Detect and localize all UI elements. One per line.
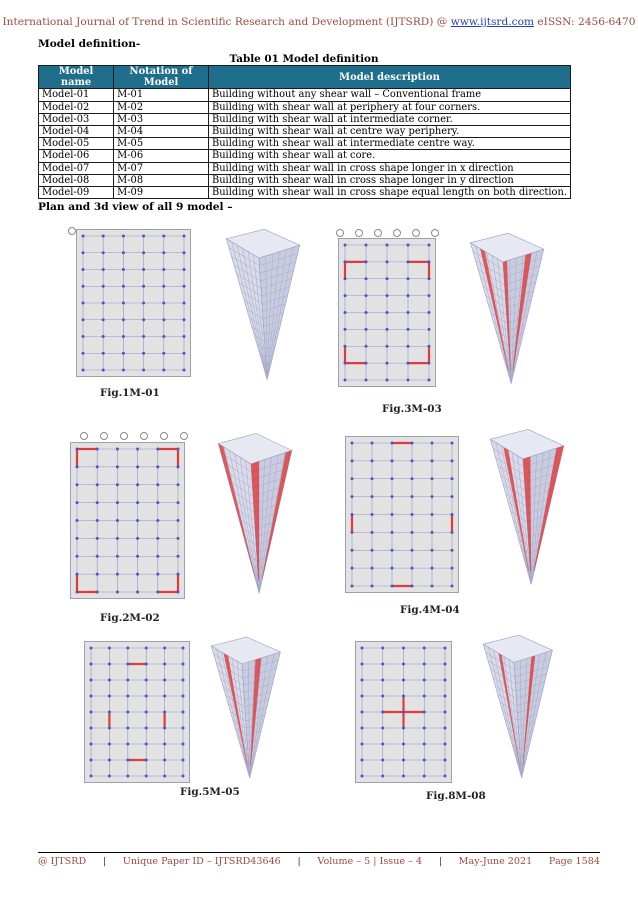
cell-name: Model-03 <box>39 113 114 125</box>
plan-view-m03 <box>338 238 436 387</box>
cell-description: Building with shear wall in cross shape equal length on both direction. <box>208 187 570 199</box>
figure-caption-m02: Fig.2M-02 <box>100 612 160 624</box>
plan-grid <box>71 443 184 598</box>
plan-view-m04 <box>345 436 459 593</box>
isometric-model <box>200 430 302 600</box>
figure-caption-m01: Fig.1M-01 <box>100 387 160 399</box>
figure-caption-m08: Fig.8M-08 <box>426 790 486 802</box>
footer-separator: | <box>102 856 107 867</box>
isometric-view-m03 <box>452 230 554 390</box>
table-row <box>39 101 571 113</box>
model-definition-table <box>38 65 571 199</box>
plan-grid <box>346 437 458 592</box>
cell-name: Model-05 <box>39 138 114 150</box>
cell-description: Building without any shear wall – Conventional frame <box>208 89 570 101</box>
cell-description: Building with shear wall at intermediate centre way. <box>208 138 570 150</box>
plan-grid <box>356 642 451 782</box>
plan-views-heading: Plan and 3d view of all 9 model – <box>38 201 233 213</box>
footer-page: Page 1584 <box>548 856 600 867</box>
plan-grid <box>339 239 435 386</box>
isometric-model <box>194 634 290 784</box>
table-row <box>39 89 571 101</box>
isometric-model <box>208 226 310 386</box>
cell-name: Model-09 <box>39 187 114 199</box>
cell-description: Building with shear wall at periphery at four corners. <box>208 101 570 113</box>
table-caption: Table 01 Model definition <box>229 53 379 65</box>
table-header-row <box>39 66 571 89</box>
journal-header <box>0 16 638 28</box>
col-header-model-name: Model name <box>39 66 114 89</box>
table-row <box>39 113 571 125</box>
table-row <box>39 162 571 174</box>
isometric-view-m08 <box>466 632 562 784</box>
table-row <box>39 174 571 186</box>
cell-name: Model-02 <box>39 101 114 113</box>
cell-name: Model-06 <box>39 150 114 162</box>
isometric-model <box>452 230 554 390</box>
plan-view-m05 <box>84 641 190 783</box>
footer-volume: Volume – 5 | Issue – 4 <box>317 856 423 867</box>
grid-bubble-icon <box>140 432 148 440</box>
col-header-description: Model description <box>208 66 570 89</box>
grid-bubble-icon <box>68 227 76 235</box>
cell-name: Model-08 <box>39 174 114 186</box>
cell-name: Model-01 <box>39 89 114 101</box>
cell-description: Building with shear wall in cross shape longer in x direction <box>208 162 570 174</box>
footer-brand: @ IJTSRD <box>38 856 87 867</box>
journal-issn: eISSN: 2456-6470 <box>534 16 636 28</box>
grid-bubble-icon <box>374 229 382 237</box>
grid-bubble-icon <box>120 432 128 440</box>
isometric-model <box>466 632 562 784</box>
journal-title: International Journal of Trend in Scientific Research and Development (IJTSRD) @ <box>2 16 451 28</box>
cell-notation: M-08 <box>114 174 209 186</box>
cell-description: Building with shear wall at intermediate corner. <box>208 113 570 125</box>
journal-link[interactable]: www.ijtsrd.com <box>450 16 534 28</box>
cell-description: Building with shear wall at core. <box>208 150 570 162</box>
grid-bubble-icon <box>336 229 344 237</box>
table-row <box>39 187 571 199</box>
grid-bubble-icon <box>160 432 168 440</box>
footer-date: May-June 2021 <box>458 856 533 867</box>
grid-bubble-icon <box>180 432 188 440</box>
grid-bubble-icon <box>80 432 88 440</box>
table-row <box>39 150 571 162</box>
cell-notation: M-03 <box>114 113 209 125</box>
figure-caption-m04: Fig.4M-04 <box>400 604 460 616</box>
footer-separator: | <box>438 856 442 867</box>
plan-view-m02 <box>70 442 185 599</box>
cell-description: Building with shear wall in cross shape longer in y direction <box>208 174 570 186</box>
cell-notation: M-02 <box>114 101 209 113</box>
plan-grid <box>77 230 190 376</box>
footer-divider <box>38 852 600 853</box>
cell-notation: M-05 <box>114 138 209 150</box>
isometric-view-m04 <box>472 426 574 591</box>
page-footer <box>38 856 600 867</box>
table-row <box>39 126 571 138</box>
footer-paper-id: Unique Paper ID – IJTSRD43646 <box>122 856 281 867</box>
cell-name: Model-04 <box>39 126 114 138</box>
grid-bubble-icon <box>393 229 401 237</box>
cell-notation: M-04 <box>114 126 209 138</box>
isometric-model <box>472 426 574 591</box>
isometric-view-m02 <box>200 430 302 600</box>
cell-notation: M-09 <box>114 187 209 199</box>
plan-view-m01 <box>76 229 191 377</box>
cell-notation: M-07 <box>114 162 209 174</box>
table-row <box>39 138 571 150</box>
cell-name: Model-07 <box>39 162 114 174</box>
footer-separator: | <box>297 856 301 867</box>
grid-bubble-icon <box>431 229 439 237</box>
cell-notation: M-06 <box>114 150 209 162</box>
col-header-notation: Notation of Model <box>114 66 209 89</box>
plan-grid <box>85 642 189 782</box>
figure-caption-m05: Fig.5M-05 <box>180 786 240 798</box>
model-definition-heading: Model definition- <box>38 38 141 50</box>
cell-notation: M-01 <box>114 89 209 101</box>
isometric-view-m01 <box>208 226 310 386</box>
grid-bubble-icon <box>355 229 363 237</box>
grid-bubble-icon <box>412 229 420 237</box>
grid-bubble-icon <box>100 432 108 440</box>
figure-caption-m03: Fig.3M-03 <box>382 403 442 415</box>
isometric-view-m05 <box>194 634 290 784</box>
cell-description: Building with shear wall at centre way periphery. <box>208 126 570 138</box>
plan-view-m08 <box>355 641 452 783</box>
